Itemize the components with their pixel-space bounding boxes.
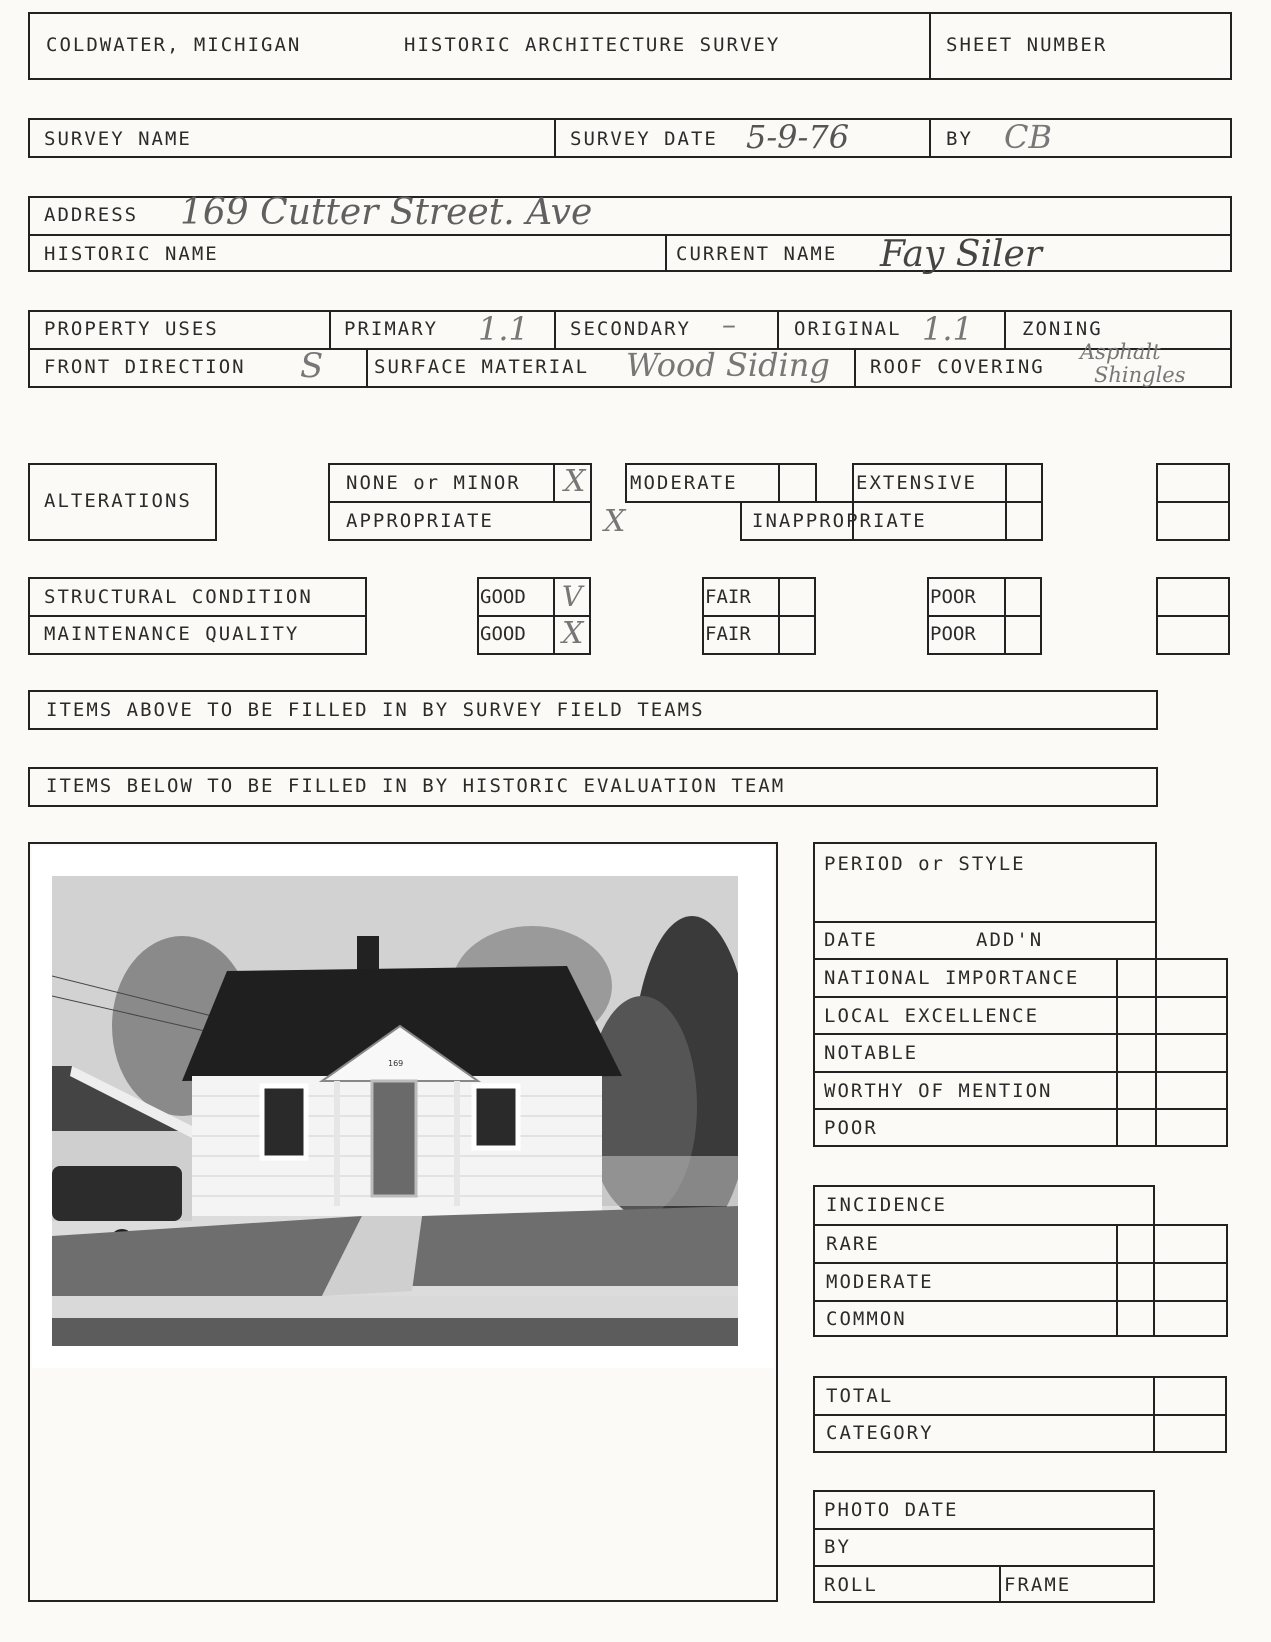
current-name-label: CURRENT NAME [676, 243, 838, 265]
historic-name-label: HISTORIC NAME [44, 243, 219, 265]
survey-name-label: SURVEY NAME [44, 128, 192, 150]
original-value: 1.1 [922, 310, 973, 348]
category-label: CATEGORY [826, 1422, 934, 1444]
date-label: DATE [824, 929, 878, 951]
zoning-label: ZONING [1022, 318, 1103, 340]
appropriate-label: APPROPRIATE [346, 510, 494, 532]
surface-material-label: SURFACE MATERIAL [374, 356, 590, 378]
local-excellence-label: LOCAL EXCELLENCE [824, 1005, 1040, 1027]
alterations-label: ALTERATIONS [44, 490, 192, 512]
by-value: CB [1004, 118, 1052, 156]
maintenance-good-mark: X [562, 616, 584, 651]
front-direction-value: S [300, 346, 324, 386]
roll-label: ROLL [824, 1574, 878, 1596]
frame-label: FRAME [1004, 1574, 1072, 1596]
house-photo-image [52, 876, 738, 1346]
evaluation-poor-label: POOR [824, 1117, 878, 1139]
by-label: BY [946, 128, 973, 150]
structural-fair-label: FAIR [705, 586, 751, 608]
front-direction-label: FRONT DIRECTION [44, 356, 246, 378]
photo-date-label: PHOTO DATE [824, 1499, 959, 1521]
secondary-label: SECONDARY [570, 318, 691, 340]
city-label: COLDWATER, MICHIGAN [46, 34, 302, 56]
maintenance-fair-label: FAIR [705, 623, 751, 645]
primary-label: PRIMARY [344, 318, 439, 340]
extensive-label: EXTENSIVE [856, 472, 977, 494]
secondary-value: – [722, 308, 736, 341]
survey-date-label: SURVEY DATE [570, 128, 718, 150]
structural-good-mark: V [562, 580, 583, 613]
evaluation-team-note: ITEMS BELOW TO BE FILLED IN BY HISTORIC EVALUATION TEAM [46, 775, 786, 797]
roof-covering-label: ROOF COVERING [870, 356, 1045, 378]
incidence-moderate-label: MODERATE [826, 1271, 934, 1293]
none-or-minor-mark: X [564, 464, 586, 499]
survey-date-value: 5-9-76 [746, 118, 850, 156]
maintenance-good-label: GOOD [480, 623, 526, 645]
maintenance-quality-label: MAINTENANCE QUALITY [44, 623, 300, 645]
field-teams-note: ITEMS ABOVE TO BE FILLED IN BY SURVEY FIELD TEAMS [46, 699, 705, 721]
structural-good-label: GOOD [480, 586, 526, 608]
addn-label: ADD'N [976, 929, 1044, 951]
primary-value: 1.1 [478, 310, 529, 348]
address-label: ADDRESS [44, 204, 139, 226]
house-number-plate: 169 [388, 1059, 404, 1068]
inappropriate-label: INAPPROPRIATE [752, 510, 927, 532]
property-uses-label: PROPERTY USES [44, 318, 219, 340]
period-style-label: PERIOD or STYLE [824, 853, 1026, 875]
roof-covering-value-1: Asphalt [1080, 340, 1161, 364]
original-label: ORIGINAL [794, 318, 902, 340]
structural-condition-label: STRUCTURAL CONDITION [44, 586, 313, 608]
worthy-of-mention-label: WORTHY OF MENTION [824, 1080, 1053, 1102]
moderate-label: MODERATE [630, 472, 738, 494]
common-label: COMMON [826, 1308, 907, 1330]
address-value: 169 Cutter Street. Ave [180, 192, 593, 233]
total-label: TOTAL [826, 1385, 894, 1407]
photo-by-label: BY [824, 1536, 851, 1558]
notable-label: NOTABLE [824, 1042, 919, 1064]
appropriate-mark: X [604, 504, 626, 539]
survey-title: HISTORIC ARCHITECTURE SURVEY [404, 34, 781, 56]
house-photo [32, 846, 774, 1368]
none-or-minor-label: NONE or MINOR [346, 472, 521, 494]
rare-label: RARE [826, 1233, 880, 1255]
sheet-number-label: SHEET NUMBER [946, 34, 1108, 56]
structural-poor-label: POOR [930, 586, 976, 608]
incidence-label: INCIDENCE [826, 1194, 947, 1216]
surface-material-value: Wood Siding [626, 346, 830, 384]
maintenance-poor-label: POOR [930, 623, 976, 645]
current-name-value: Fay Siler [880, 234, 1042, 275]
national-importance-label: NATIONAL IMPORTANCE [824, 967, 1080, 989]
roof-covering-value-2: Shingles [1094, 363, 1186, 387]
